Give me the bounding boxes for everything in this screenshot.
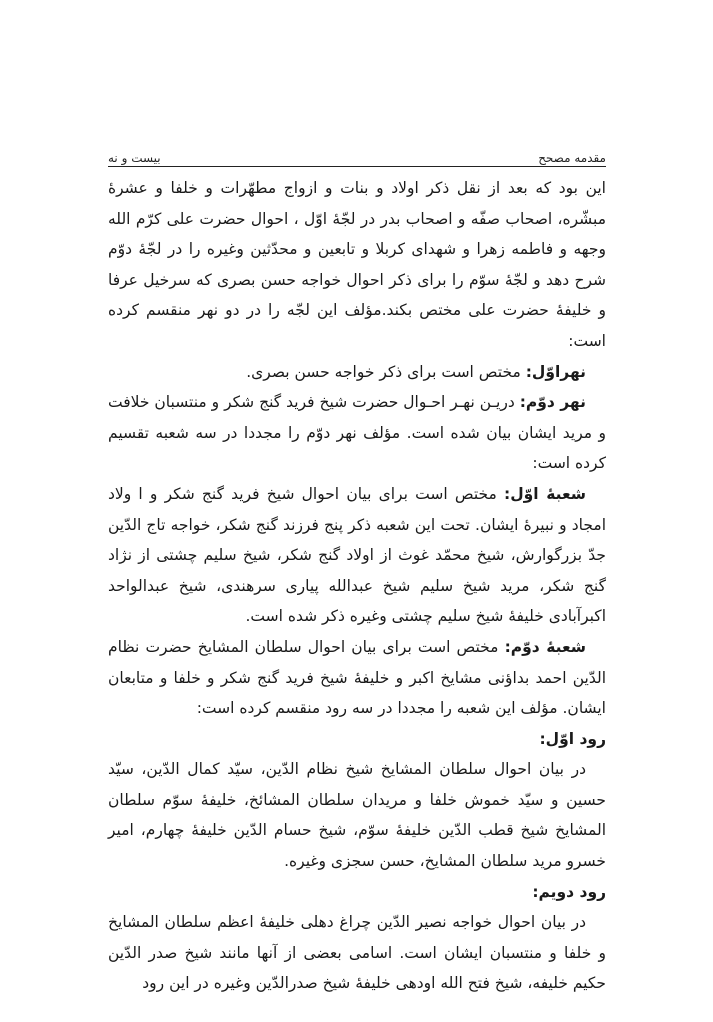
paragraph-shoba-2 <box>108 632 606 724</box>
shoba-2-text: مختص است برای بیان احوال سلطان المشایخ حضرت نظام الدّین احمد بداؤنی مشایخ اکبر و خلیفهٔ شیخ فرید گنج شکر و خلفا و متابعان ایشان. مؤلف این شعبه را مجددا در سه رود منقسم کرده است: <box>108 637 606 718</box>
nahr-2-text: دریـن نهـر احـوال حضرت شیخ فرید گنج شکر و منتسبان خلافت و مرید ایشان بیان شده است. مؤلف نهر دوّم را مجددا در سه شعبه تقسیم کرده است: <box>108 393 606 473</box>
shoba-2-label: شعبهٔ دوّم: <box>504 637 586 656</box>
header-rule <box>108 166 606 167</box>
paragraph-nahr-2 <box>108 387 606 479</box>
rood-2-heading: رود دویم: <box>532 882 606 901</box>
running-header <box>108 143 606 165</box>
rood-1-heading: رود اوّل: <box>539 729 606 748</box>
paragraph-shoba-1 <box>108 479 606 632</box>
body-text <box>108 173 606 999</box>
header-chapter-title: مقدمه مصحح <box>538 151 606 165</box>
paragraph-rood-1: در بیان احوال سلطان المشایخ شیخ نظام الدّین، سیّد کمال الدّین، سیّد حسین و سیّد خموش خلفا و مریدان سلطان المشائخ، خلیفهٔ سوّم سلطان المشایخ شیخ قطب الدّین خلیفهٔ سوّم، شیخ حسام الدّین خلیفهٔ چهارم، امیر خسرو مرید سلطان المشایخ، حسن سجزی وغیره. <box>108 760 606 871</box>
paragraph-nahr-1 <box>108 357 606 388</box>
nahr-1-label: نهراوّل: <box>525 362 586 381</box>
shoba-1-text: مختص است برای بیان احوال شیخ فرید گنج شکر و ا ولاد امجاد و نبیرهٔ ایشان. تحت این شعبه ذکر پنج فرزند گنج شکر، خواجه تاج الدّین جدّ بزرگوارش، شیخ محمّد غوث از اولاد گنج شکر، شیخ سلیم چشتی از نژاد گنج شکر، مرید شیخ سلیم شیخ عبدالله پیاری سرهندی، شیخ عبدالواحد اکبرآبادی خلیفهٔ شیخ سلیم چشتی وغیره ذکر شده است. <box>108 484 606 626</box>
shoba-1-label: شعبهٔ اوّل: <box>504 484 586 503</box>
paragraph-intro: این بود که بعد از نقل ذکر اولاد و بنات و ازواج مطهّرات و خلفا و عشرهٔ مبشّره، اصحاب صفّه و اصحاب بدر در لجّهٔ اوّل ، احوال حضرت علی کرّم الله وجهه و فاطمه زهرا و شهدای کربلا و تابعین و محدّثین وغیره را در لجّهٔ دوّم شرح دهد و لجّهٔ سوّم را برای ذکر احوال خواجه حسن بصری که سرخیل عرفا و خلیفهٔ حضرت علی مختص بکند.مؤلف این لجّه را در دو نهر منقسم کرده است: <box>108 179 606 350</box>
paragraph-rood-2: در بیان احوال خواجه نصیر الدّین چراغ دهلی خلیفهٔ اعظم سلطان المشایخ و خلفا و منتسبان ایشان است. اسامی بعضی از آنها مانند شیخ صدر الدّین حکیم خلیفه، شیخ فتح الله اودهی خلیفهٔ شیخ صدرالدّین وغیره در این رود <box>108 913 606 993</box>
header-page-number: بیست و نه <box>108 151 161 165</box>
nahr-2-label: نهر دوّم: <box>519 393 586 412</box>
nahr-1-text: مختص است برای ذکر خواجه حسن بصری. <box>246 362 526 381</box>
